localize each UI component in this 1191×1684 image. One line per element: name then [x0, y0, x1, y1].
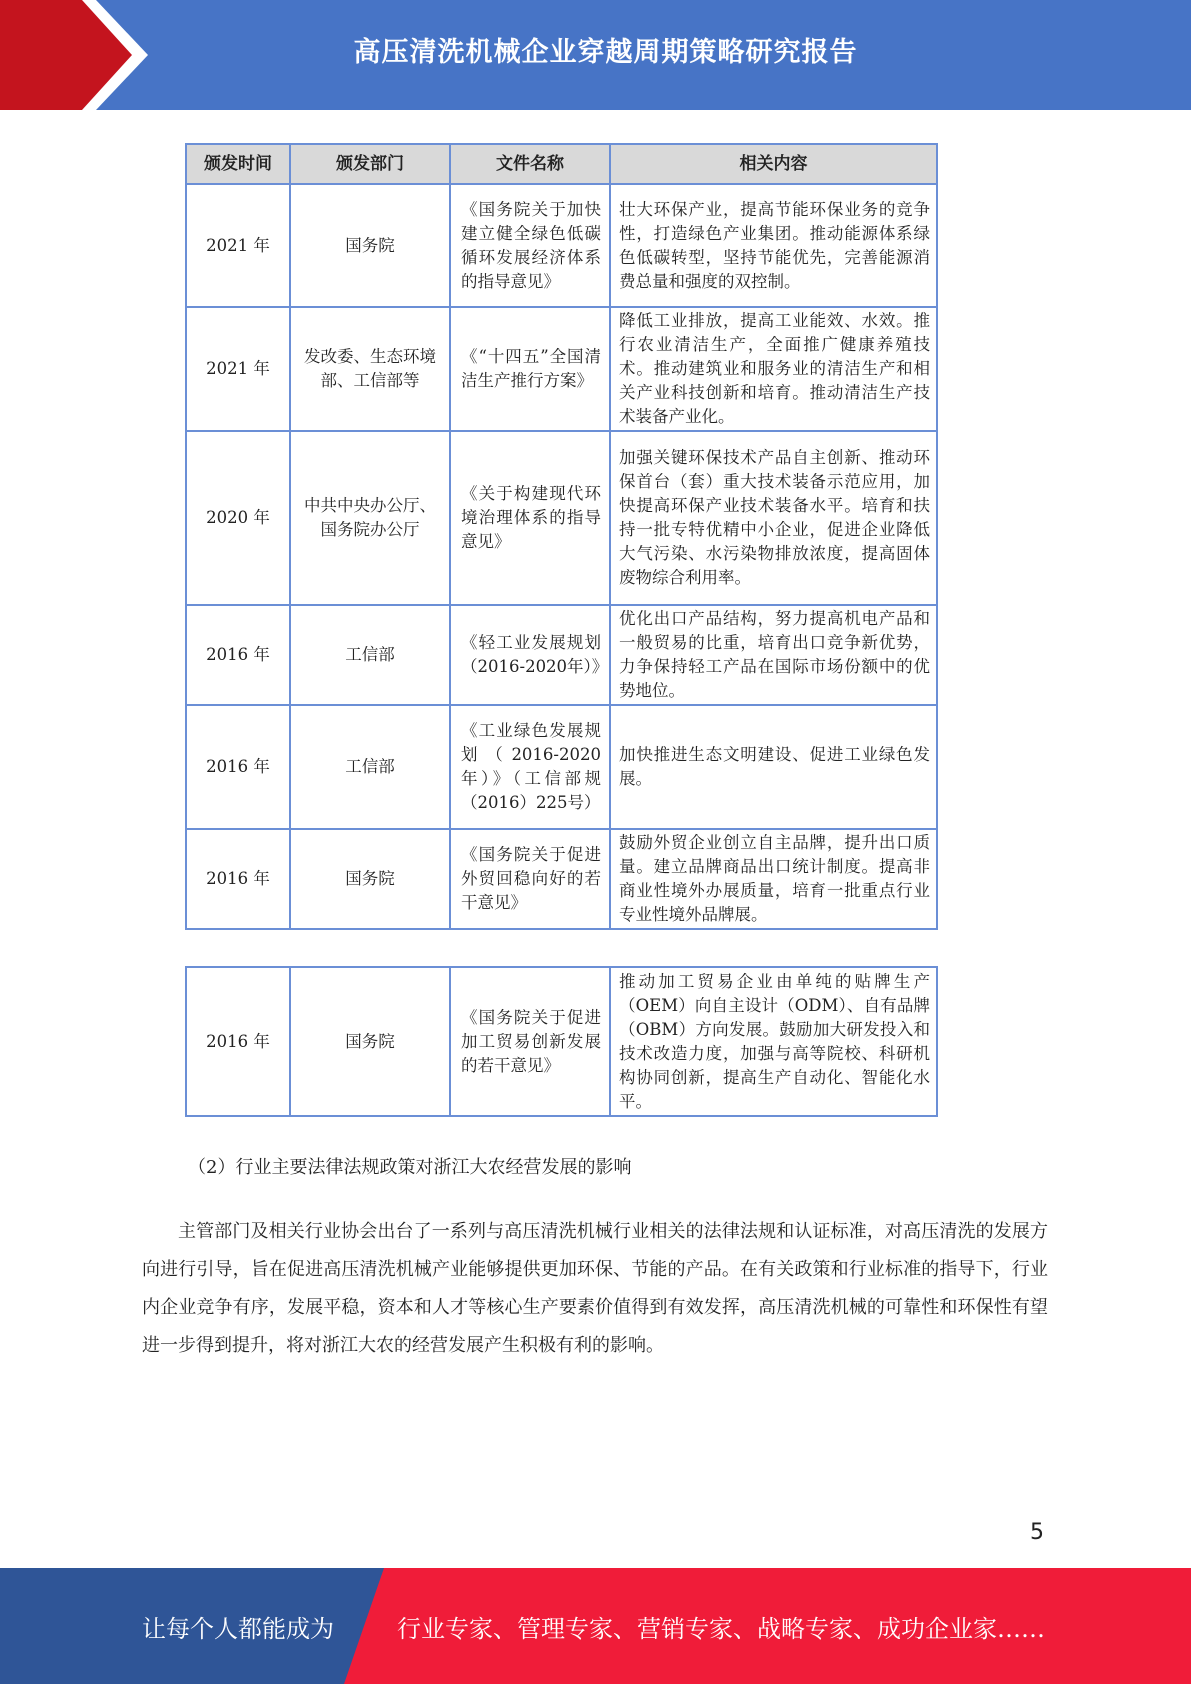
cell-department: 工信部	[290, 705, 450, 829]
cell-department: 工信部	[290, 605, 450, 705]
footer-slogan-left: 让每个人都能成为	[142, 1614, 334, 1643]
policy-table	[185, 143, 938, 930]
cell-content: 优化出口产品结构，努力提高机电产品和一般贸易的比重，培育出口竞争新优势，力争保持轻工产品在国际市场份额中的优势地位。	[610, 605, 937, 705]
cell-document: 《国务院关于加快建立健全绿色低碳循环发展经济体系的指导意见》	[450, 184, 610, 307]
column-header-content: 相关内容	[610, 144, 937, 184]
cell-content: 推动加工贸易企业由单纯的贴牌生产（OEM）向自主设计（ODM）、自有品牌（OBM）方向发展。鼓励加大研发投入和技术改造力度，加强与高等院校、科研机构协同创新，提高生产自动化、智能化水平。	[610, 967, 937, 1116]
table-row	[186, 829, 937, 929]
cell-department: 国务院	[290, 829, 450, 929]
cell-date: 2016 年	[186, 605, 290, 705]
column-header-department: 颁发部门	[290, 144, 450, 184]
table-row	[186, 431, 937, 605]
table-row	[186, 967, 937, 1116]
body-paragraph: 主管部门及相关行业协会出台了一系列与高压清洗机械行业相关的法律法规和认证标准，对高压清洗的发展方向进行引导，旨在促进高压清洗机械产业能够提供更加环保、节能的产品。在有关政策和行业标准的指导下，行业内企业竞争有序，发展平稳，资本和人才等核心生产要素价值得到有效发挥，高压清洗机械的可靠性和环保性有望进一步得到提升，将对浙江大农的经营发展产生积极有利的影响。	[142, 1221, 1048, 1356]
section-subheading: （2）行业主要法律法规政策对浙江大农经营发展的影响	[188, 1157, 632, 1178]
cell-date: 2021 年	[186, 307, 290, 431]
cell-document: 《国务院关于促进加工贸易创新发展的若干意见》	[450, 967, 610, 1116]
cell-date: 2020 年	[186, 431, 290, 605]
page-number: 5	[1030, 1520, 1044, 1545]
page-footer	[0, 1568, 1191, 1684]
cell-content: 加快推进生态文明建设、促进工业绿色发展。	[610, 705, 937, 829]
table-row	[186, 307, 937, 431]
cell-department: 发改委、生态环境部、工信部等	[290, 307, 450, 431]
report-title: 高压清洗机械企业穿越周期策略研究报告	[353, 36, 858, 68]
column-header-document: 文件名称	[450, 144, 610, 184]
cell-date: 2016 年	[186, 829, 290, 929]
page-header	[0, 0, 1191, 110]
cell-content: 降低工业排放，提高工业能效、水效。推行农业清洁生产，全面推广健康养殖技术。推动建筑业和服务业的清洁生产和相关产业科技创新和培育。推动清洁生产技术装备产业化。	[610, 307, 937, 431]
column-header-date: 颁发时间	[186, 144, 290, 184]
cell-document: 《工业绿色发展规划（2016-2020年）》（工信部规（2016）225号）	[450, 705, 610, 829]
cell-document: 《关于构建现代环境治理体系的指导意见》	[450, 431, 610, 605]
table-row	[186, 184, 937, 307]
footer-slogan-right: 行业专家、管理专家、营销专家、战略专家、成功企业家……	[397, 1614, 1045, 1643]
cell-department: 中共中央办公厅、国务院办公厅	[290, 431, 450, 605]
cell-department: 国务院	[290, 184, 450, 307]
table-row	[186, 605, 937, 705]
cell-content: 壮大环保产业，提高节能环保业务的竞争性，打造绿色产业集团。推动能源体系绿色低碳转型，坚持节能优先，完善能源消费总量和强度的双控制。	[610, 184, 937, 307]
cell-document: 《国务院关于促进外贸回稳向好的若干意见》	[450, 829, 610, 929]
cell-content: 鼓励外贸企业创立自主品牌，提升出口质量。建立品牌商品出口统计制度。提高非商业性境外办展质量，培育一批重点行业专业性境外品牌展。	[610, 829, 937, 929]
policy-table-continued	[185, 966, 938, 1117]
cell-date: 2021 年	[186, 184, 290, 307]
cell-document: 《轻工业发展规划（2016-2020年）》	[450, 605, 610, 705]
cell-date: 2016 年	[186, 967, 290, 1116]
cell-content: 加强关键环保技术产品自主创新、推动环保首台（套）重大技术装备示范应用，加快提高环保产业技术装备水平。培育和扶持一批专特优精中小企业，促进企业降低大气污染、水污染物排放浓度，提高固体废物综合利用率。	[610, 431, 937, 605]
cell-department: 国务院	[290, 967, 450, 1116]
table-header-row	[186, 144, 937, 184]
cell-document: 《“十四五”全国清洁生产推行方案》	[450, 307, 610, 431]
cell-date: 2016 年	[186, 705, 290, 829]
table-row	[186, 705, 937, 829]
